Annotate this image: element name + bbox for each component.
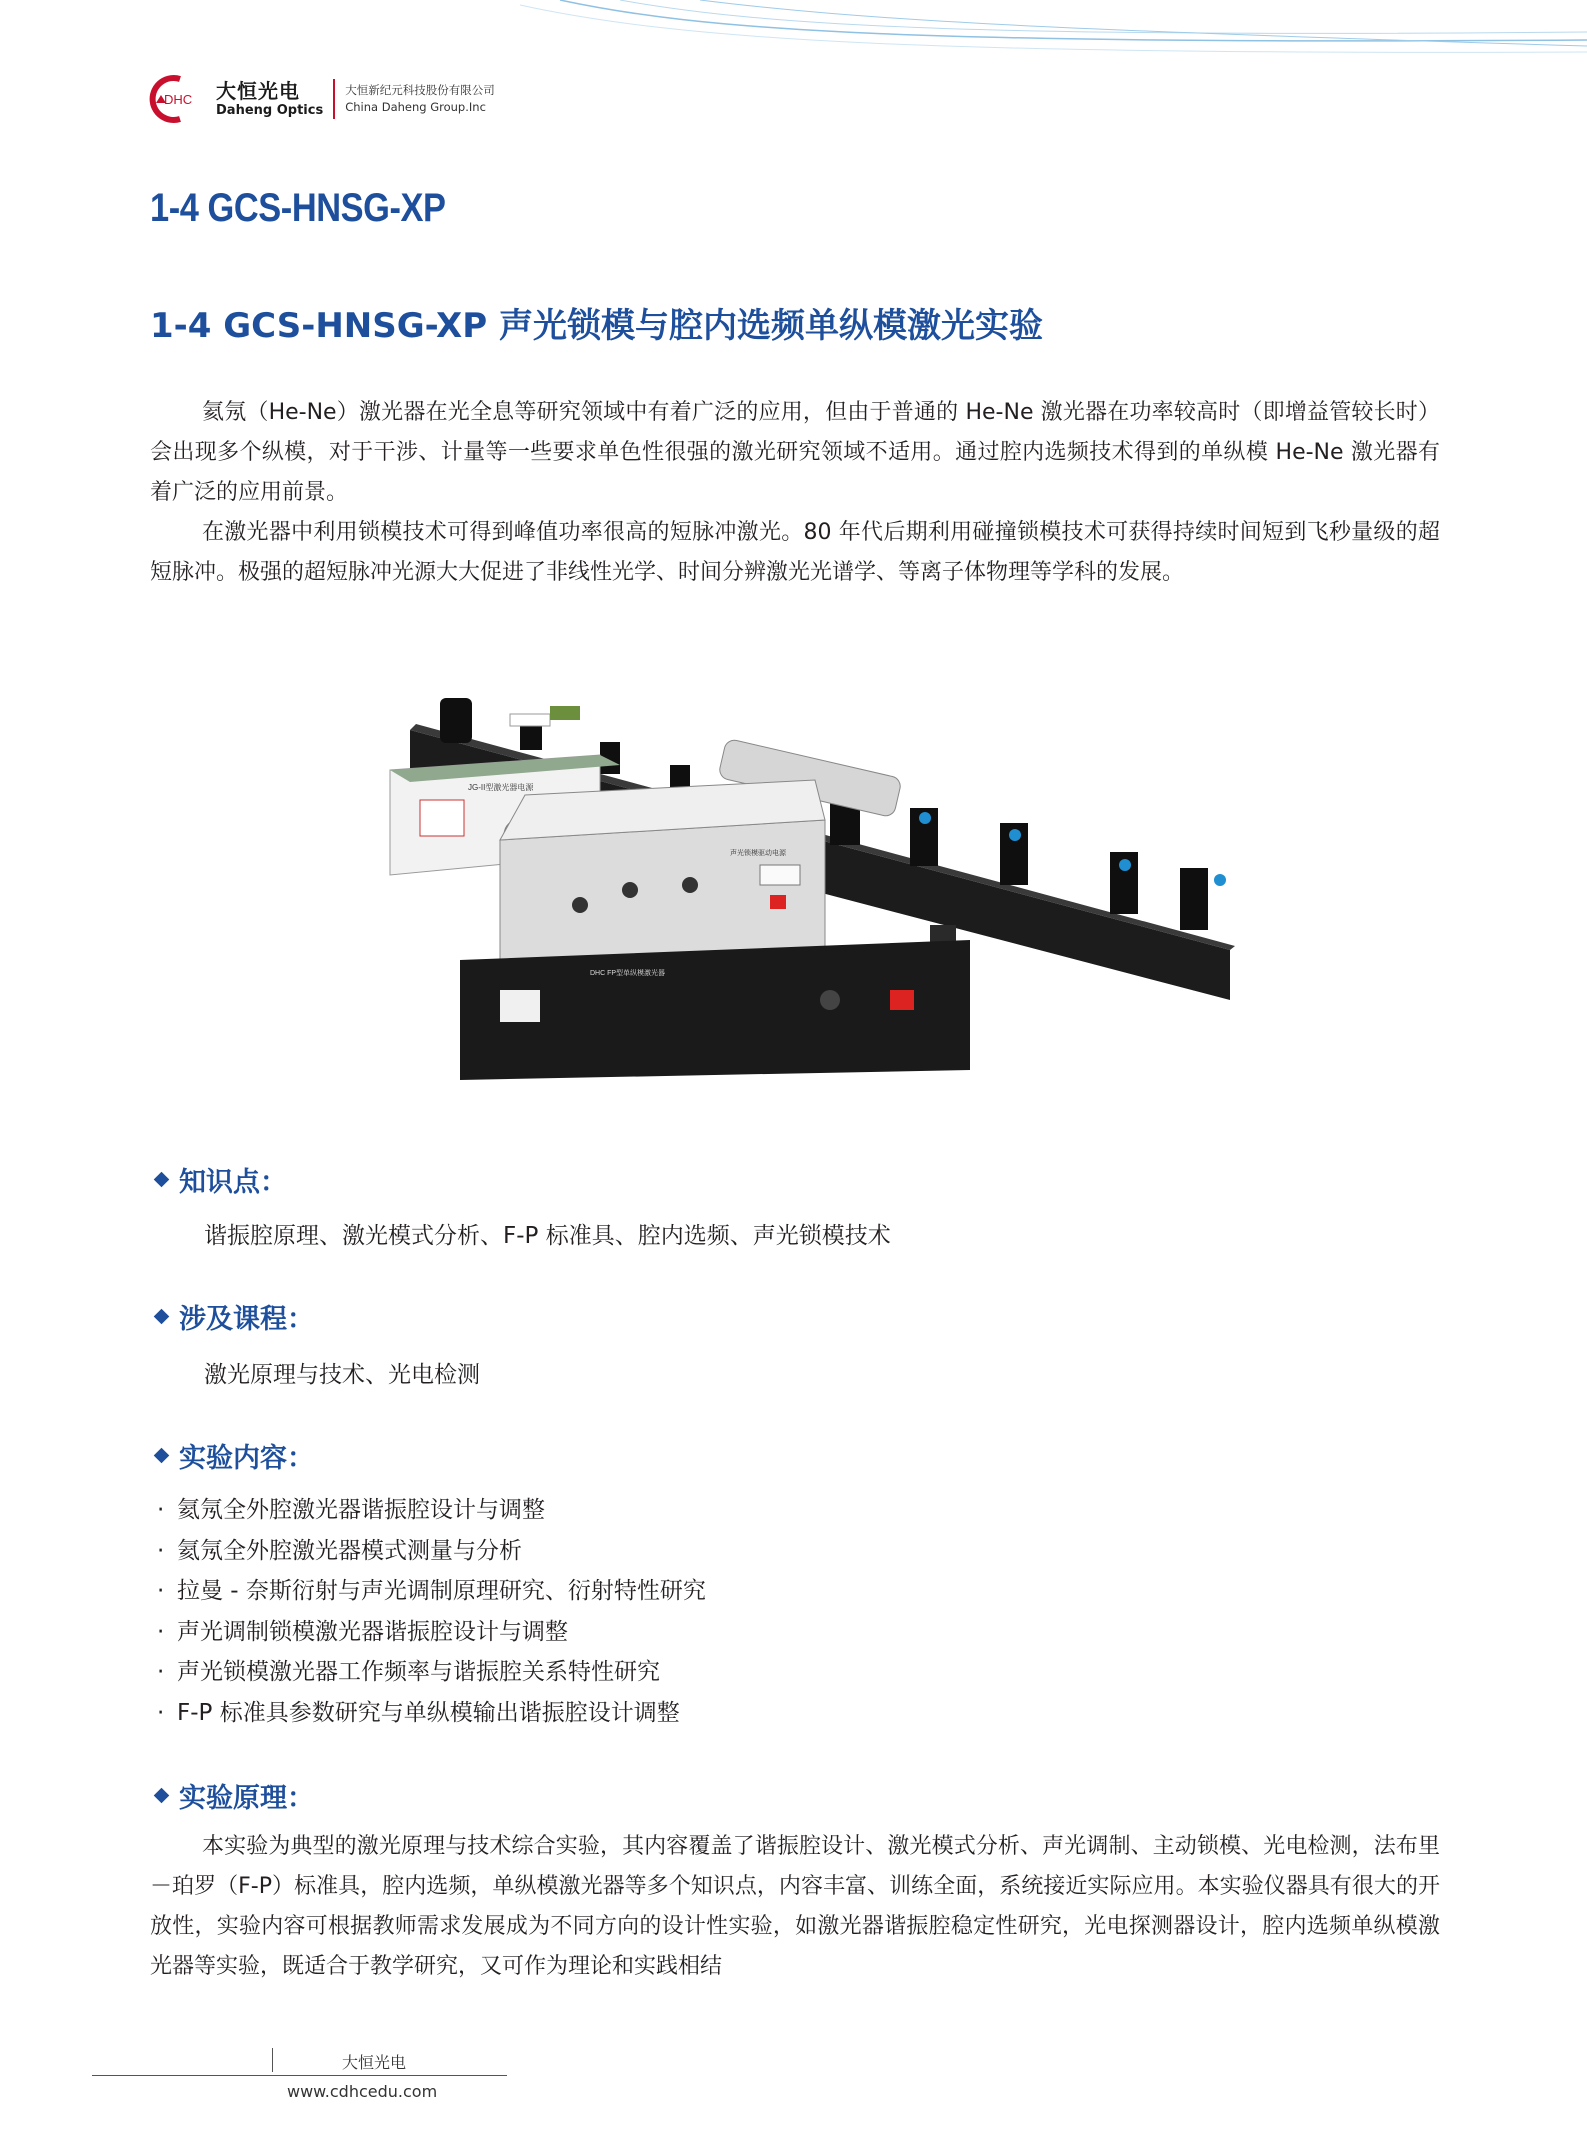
list-item: · 氦氖全外腔激光器谐振腔设计与调整: [157, 1497, 545, 1523]
knowledge-text: 谐振腔原理、激光模式分析、F-P 标准具、腔内选频、声光锁模技术: [204, 1223, 891, 1249]
company-name-en: China Daheng Group.Inc: [345, 100, 486, 114]
principle-paragraph: 本实验为典型的激光原理与技术综合实验，其内容覆盖了谐振腔设计、激光模式分析、声光调制、主动锁模、光电检测，法布里－珀罗（F-P）标准具，腔内选频，单纵模激光器等多个知识点，内容丰富、训练全面，系统接近实际应用。本实验仪器具有很大的开放性，实验内容可根据教师需求发展成为不同方向的设计性实验，如激光器谐振腔稳定性研究，光电探测器设计，腔内选频单纵模激光器等实验，既适合于教学研究，又可作为理论和实践相结: [150, 1834, 1440, 1979]
header-divider: [333, 79, 335, 119]
svg-text:JG-II型激光器电源: JG-II型激光器电源: [468, 783, 534, 792]
company-name-cn: 大恒新纪元科技股份有限公司: [345, 83, 495, 97]
diamond-bullet-icon: [154, 1172, 170, 1188]
footer-url[interactable]: www.cdhcedu.com: [287, 2082, 438, 2101]
equipment-photo: [350, 690, 1270, 1080]
header-wave-decoration: [0, 0, 1587, 60]
intro-paragraph-1: 氦氖（He-Ne）激光器在光全息等研究领域中有着广泛的应用，但由于普通的 He-Ne 激光器在功率较高时（即增益管较长时）会出现多个纵模，对于干涉、计量等一些要求单色性很强的激光研究领域不适用。通过腔内选频技术得到的单纵模 He-Ne 激光器有着广泛的应用前景。: [150, 400, 1440, 505]
experiment-content-list: [157, 1490, 706, 1733]
experiment-title: 1-4 GCS-HNSG-XP 声光锁模与腔内选频单纵模激光实验: [150, 306, 1043, 346]
brand-name-cn: 大恒光电: [216, 79, 300, 103]
diamond-bullet-icon: [154, 1448, 170, 1464]
diamond-bullet-icon: [154, 1309, 170, 1325]
section-heading-content: 实验内容：: [150, 1436, 314, 1475]
dhc-logo-icon: [146, 73, 210, 125]
courses-text: 激光原理与技术、光电检测: [204, 1362, 480, 1388]
footer-divider: [92, 2075, 507, 2076]
section-heading-courses: 涉及课程：: [150, 1297, 314, 1336]
list-item: · 声光锁模激光器工作频率与谐振腔关系特性研究: [157, 1659, 660, 1685]
section-heading-knowledge: 知识点：: [150, 1160, 287, 1199]
list-item: · 拉曼 - 奈斯衍射与声光调制原理研究、衍射特性研究: [157, 1578, 706, 1604]
section-heading-principle: 实验原理：: [150, 1776, 314, 1815]
intro-paragraph-2: 在激光器中利用锁模技术可得到峰值功率很高的短脉冲激光。80 年代后期利用碰撞锁模技术可获得持续时间短到飞秒量级的超短脉冲。极强的超短脉冲光源大大促进了非线性光学、时间分辨激光光谱学、等离子体物理等学科的发展。: [150, 520, 1440, 585]
svg-text:声光锁模驱动电源: 声光锁模驱动电源: [730, 850, 786, 857]
list-item: · 声光调制锁模激光器谐振腔设计与调整: [157, 1618, 568, 1645]
brand-name-en: Daheng Optics: [216, 103, 324, 118]
diamond-bullet-icon: [154, 1788, 170, 1804]
company-header: [146, 72, 495, 126]
footer-brand: 大恒光电: [342, 2053, 407, 2072]
svg-text:DHC: DHC: [164, 92, 193, 107]
list-item: · F-P 标准具参数研究与单纵模输出谐振腔设计调整: [157, 1699, 680, 1726]
svg-text:DHC FP型单纵模激光器: DHC FP型单纵模激光器: [590, 970, 666, 977]
product-code-title: 1-4 GCS-HNSG-XP: [150, 186, 446, 230]
list-item: · 氦氖全外腔激光器模式测量与分析: [157, 1537, 522, 1564]
